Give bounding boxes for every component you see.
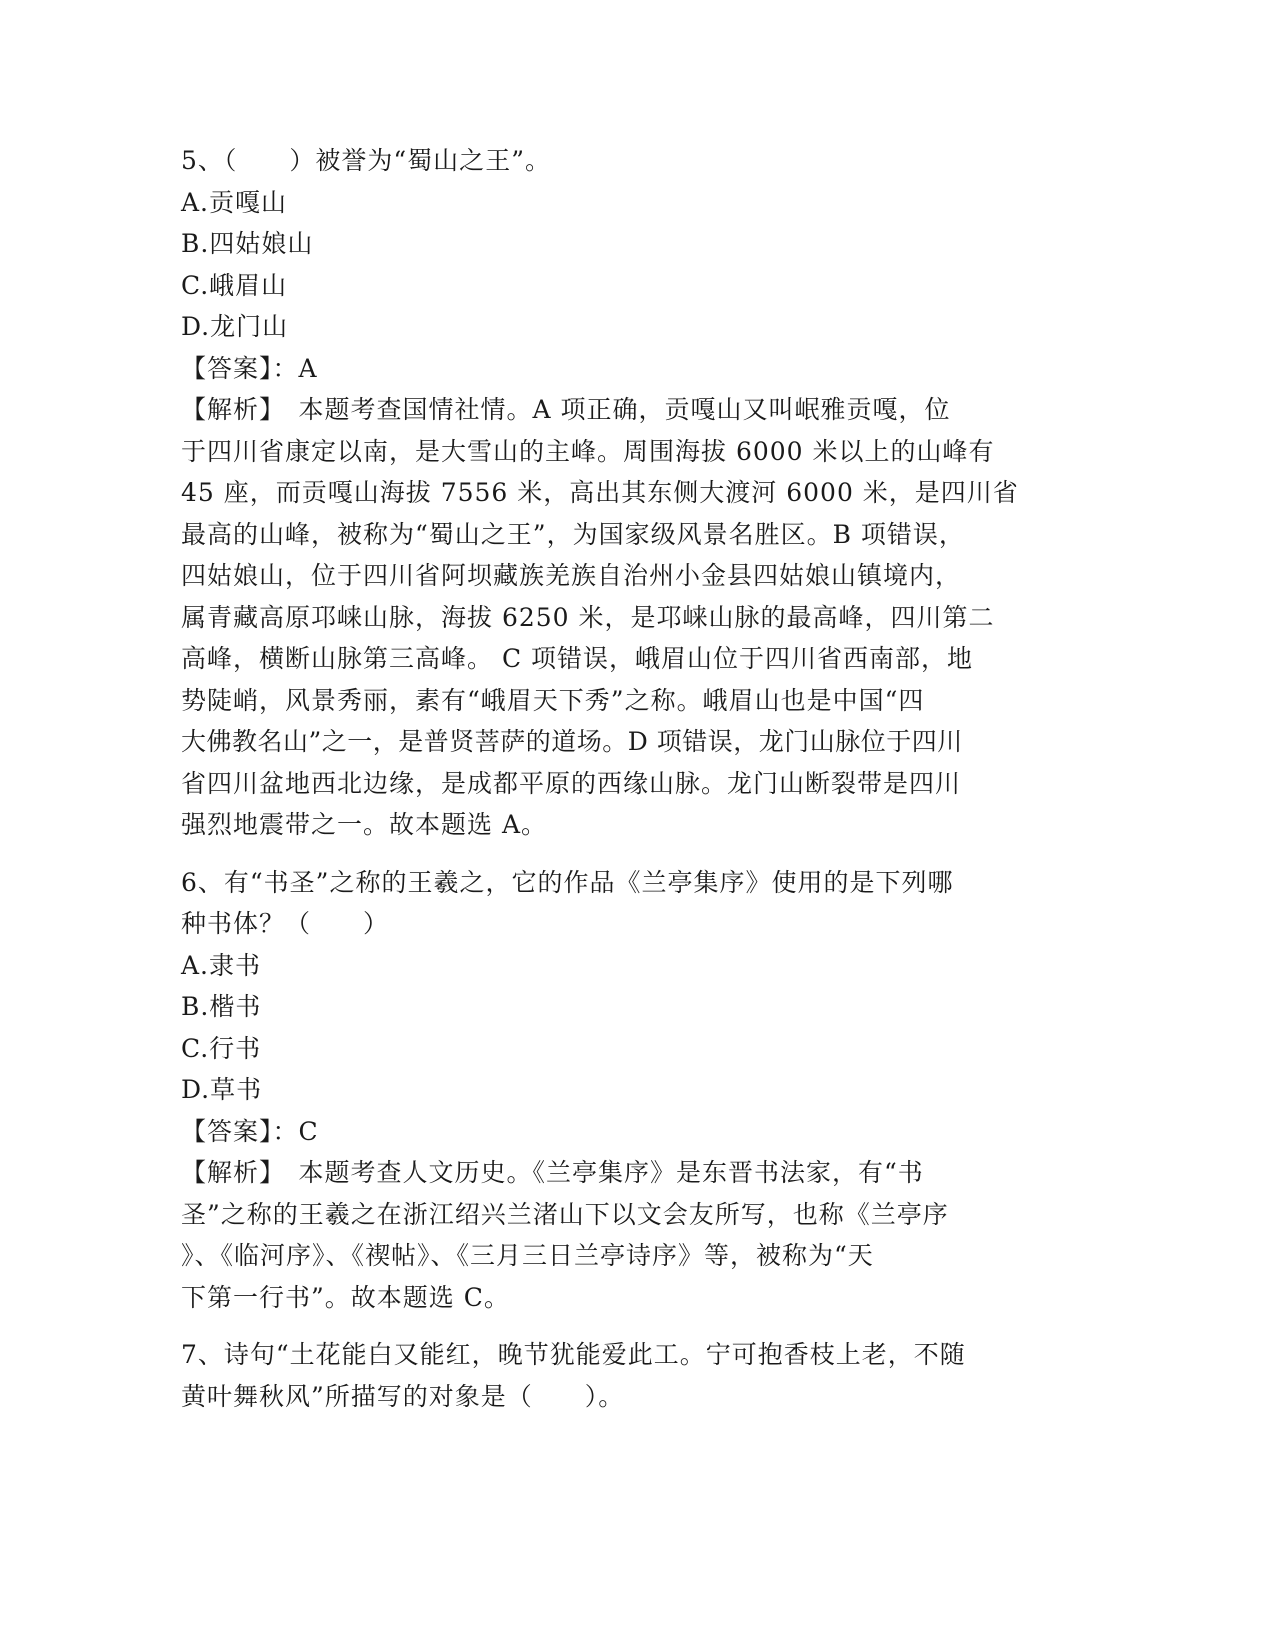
question-6-option-b: B.楷书 xyxy=(181,992,262,1021)
analysis-line: 最高的山峰，被称为“蜀山之王”，为国家级风景名胜区。B 项错误， xyxy=(181,519,965,549)
analysis-line: 下第一行书”。故本题选 C。 xyxy=(181,1282,510,1312)
question-6-option-c: C.行书 xyxy=(181,1033,262,1063)
question-6 xyxy=(181,862,1061,1319)
analysis-line: 高峰，横断山脉第三高峰。 C 项错误，峨眉山位于四川省西南部，地 xyxy=(181,644,974,673)
question-6-option-d: D.草书 xyxy=(181,1075,263,1104)
question-5-option-c: C.峨眉山 xyxy=(181,270,288,300)
analysis-line: 【解析】 本题考查国情社情。A 项正确，贡嘎山又叫岷雅贡嘎，位 xyxy=(181,395,951,424)
analysis-line: 【解析】 本题考查人文历史。《兰亭集序》是东晋书法家，有“书 xyxy=(181,1158,924,1187)
analysis-line: 属青藏高原邛崃山脉，海拔 6250 米，是邛崃山脉的最高峰，四川第二 xyxy=(181,602,995,632)
question-7 xyxy=(181,1334,1061,1417)
question-7-stem-line-2: 黄叶舞秋风”所描写的对象是（ ）。 xyxy=(181,1381,625,1411)
analysis-line: 四姑娘山，位于四川省阿坝藏族羌族自治州小金县四姑娘山镇境内， xyxy=(181,561,962,590)
analysis-line: 大佛教名山”之一，是普贤菩萨的道场。D 项错误，龙门山脉位于四川 xyxy=(181,727,963,756)
analysis-line: 势陡峭，风景秀丽，素有“峨眉天下秀”之称。峨眉山也是中国“四 xyxy=(181,685,925,715)
question-7-stem-line-1: 7、诗句“土花能白又能红，晚节犹能爱此工。宁可抱香枝上老，不随 xyxy=(181,1340,966,1369)
document-page xyxy=(181,140,1061,1417)
question-5-option-b: B.四姑娘山 xyxy=(181,229,314,258)
question-spacer xyxy=(181,846,1061,862)
question-6-stem-line-2: 种书体？（ ） xyxy=(181,909,390,938)
analysis-line: 省四川盆地西北边缘，是成都平原的西缘山脉。龙门山断裂带是四川 xyxy=(181,768,962,798)
question-6-answer: 【答案】：C xyxy=(181,1116,319,1146)
analysis-line: 》、《临河序》、《禊帖》、《三月三日兰亭诗序》等，被称为“天 xyxy=(181,1241,874,1270)
question-5-stem: 5、（ ）被誉为“蜀山之王”。 xyxy=(181,146,551,175)
question-6-option-a: A.隶书 xyxy=(181,950,262,980)
question-5 xyxy=(181,140,1061,846)
analysis-line: 圣”之称的王羲之在浙江绍兴兰渚山下以文会友所写，也称《兰亭序 xyxy=(181,1199,949,1229)
question-6-stem-line-1: 6、有“书圣”之称的王羲之，它的作品《兰亭集序》使用的是下列哪 xyxy=(181,867,954,897)
question-5-analysis xyxy=(181,389,1061,846)
analysis-line: 强烈地震带之一。故本题选 A。 xyxy=(181,810,548,839)
question-5-answer: 【答案】：A xyxy=(181,353,318,383)
question-6-analysis xyxy=(181,1152,1061,1318)
question-5-option-a: A.贡嘎山 xyxy=(181,187,288,217)
analysis-line: 于四川省康定以南，是大雪山的主峰。周围海拔 6000 米以上的山峰有 xyxy=(181,436,995,466)
question-spacer xyxy=(181,1318,1061,1334)
question-5-option-d: D.龙门山 xyxy=(181,312,289,341)
analysis-line: 45 座，而贡嘎山海拔 7556 米，高出其东侧大渡河 6000 米，是四川省 xyxy=(181,478,1019,507)
